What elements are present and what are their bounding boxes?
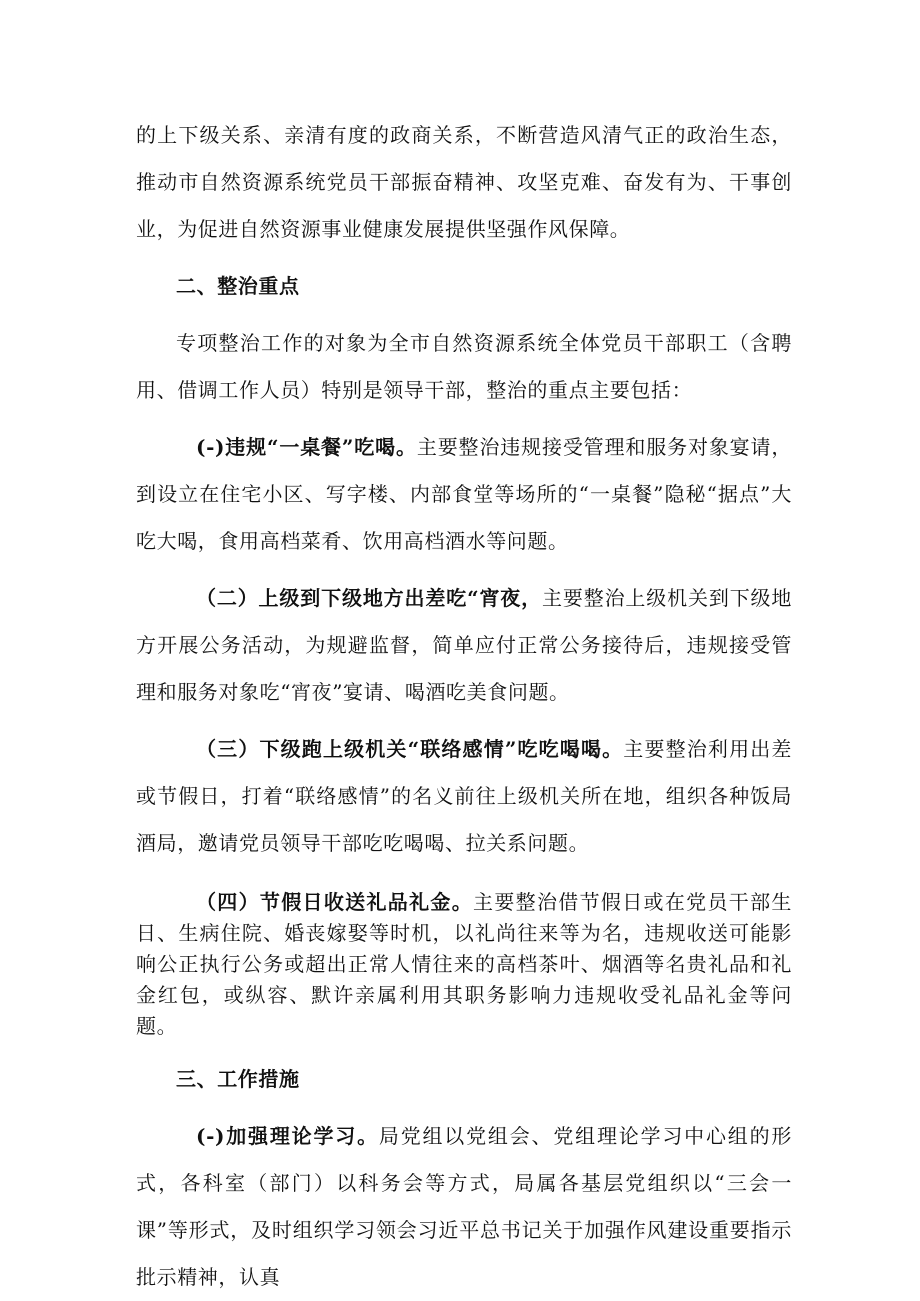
- document-body: [136, 112, 792, 1301]
- section-heading-2: 二、整治重点: [176, 274, 300, 298]
- paragraph-item-1: [136, 424, 792, 565]
- paragraph-intro: 的上下级关系、亲清有度的政商关系，不断营造风清气正的政治生态，推动市自然资源系统党员干部振奋精神、攻坚克难、奋发有为、干事创业，为促进自然资源事业健康发展提供坚强作风保障。: [136, 123, 792, 241]
- paragraph-item-3: [136, 726, 792, 867]
- item-4-text: 主要整治借节假日或在党员干部生日、生病住院、婚丧嫁娶等时机，以礼尚往来等为名，违规收送可能影响公正执行公务或超出正常人情往来的高档茶叶、烟酒等名贵礼品和礼金红包，或纵容、默许亲属利用其职务影响力违规收受礼品礼金等问题。: [136, 890, 792, 1038]
- section-heading-3: 三、工作措施: [176, 1067, 300, 1091]
- measure-1-title: (-)加强理论学习。: [196, 1124, 379, 1148]
- paragraph-item-4: [136, 887, 792, 1042]
- paragraph-item-2: [136, 575, 792, 716]
- item-4-title: （四）节假日收送礼品礼金。: [196, 890, 474, 914]
- item-2-title: （二）上级到下级地方出差吃“宵夜，: [196, 586, 543, 610]
- item-3-title: （三）下级跑上级机关“联络感情”吃吃喝喝。: [196, 737, 624, 761]
- item-1-text: 主要整治违规接受管理和服务对象宴请，到设立在住宅小区、写字楼、内部食堂等场所的“一桌餐”隐秘“据点”大吃大喝，食用高档菜肴、饮用高档酒水等问题。: [136, 435, 792, 553]
- paragraph-scope: 专项整治工作的对象为全市自然资源系统全体党员干部职工（含聘用、借调工作人员）特别是领导干部，整治的重点主要包括：: [136, 331, 792, 402]
- item-1-title: (-)违规“一桌餐”吃喝。: [196, 435, 417, 459]
- paragraph-measure-1: [136, 1113, 792, 1301]
- item-2-text: 主要整治上级机关到下级地方开展公务活动，为规避监督，简单应付正常公务接待后，违规接受管理和服务对象吃“宵夜”宴请、喝酒吃美食问题。: [136, 586, 792, 704]
- item-3-text: 主要整治利用出差或节假日，打着“联络感情”的名义前往上级机关所在地，组织各种饭局酒局，邀请党员领导干部吃吃喝喝、拉关系问题。: [136, 737, 792, 855]
- measure-1-text: 局党组以党组会、党组理论学习中心组的形式，各科室（部门）以科务会等方式，局属各基层党组织以“三会一课”等形式，及时组织学习领会习近平总书记关于加强作风建设重要指示批示精神，认真: [136, 1124, 793, 1289]
